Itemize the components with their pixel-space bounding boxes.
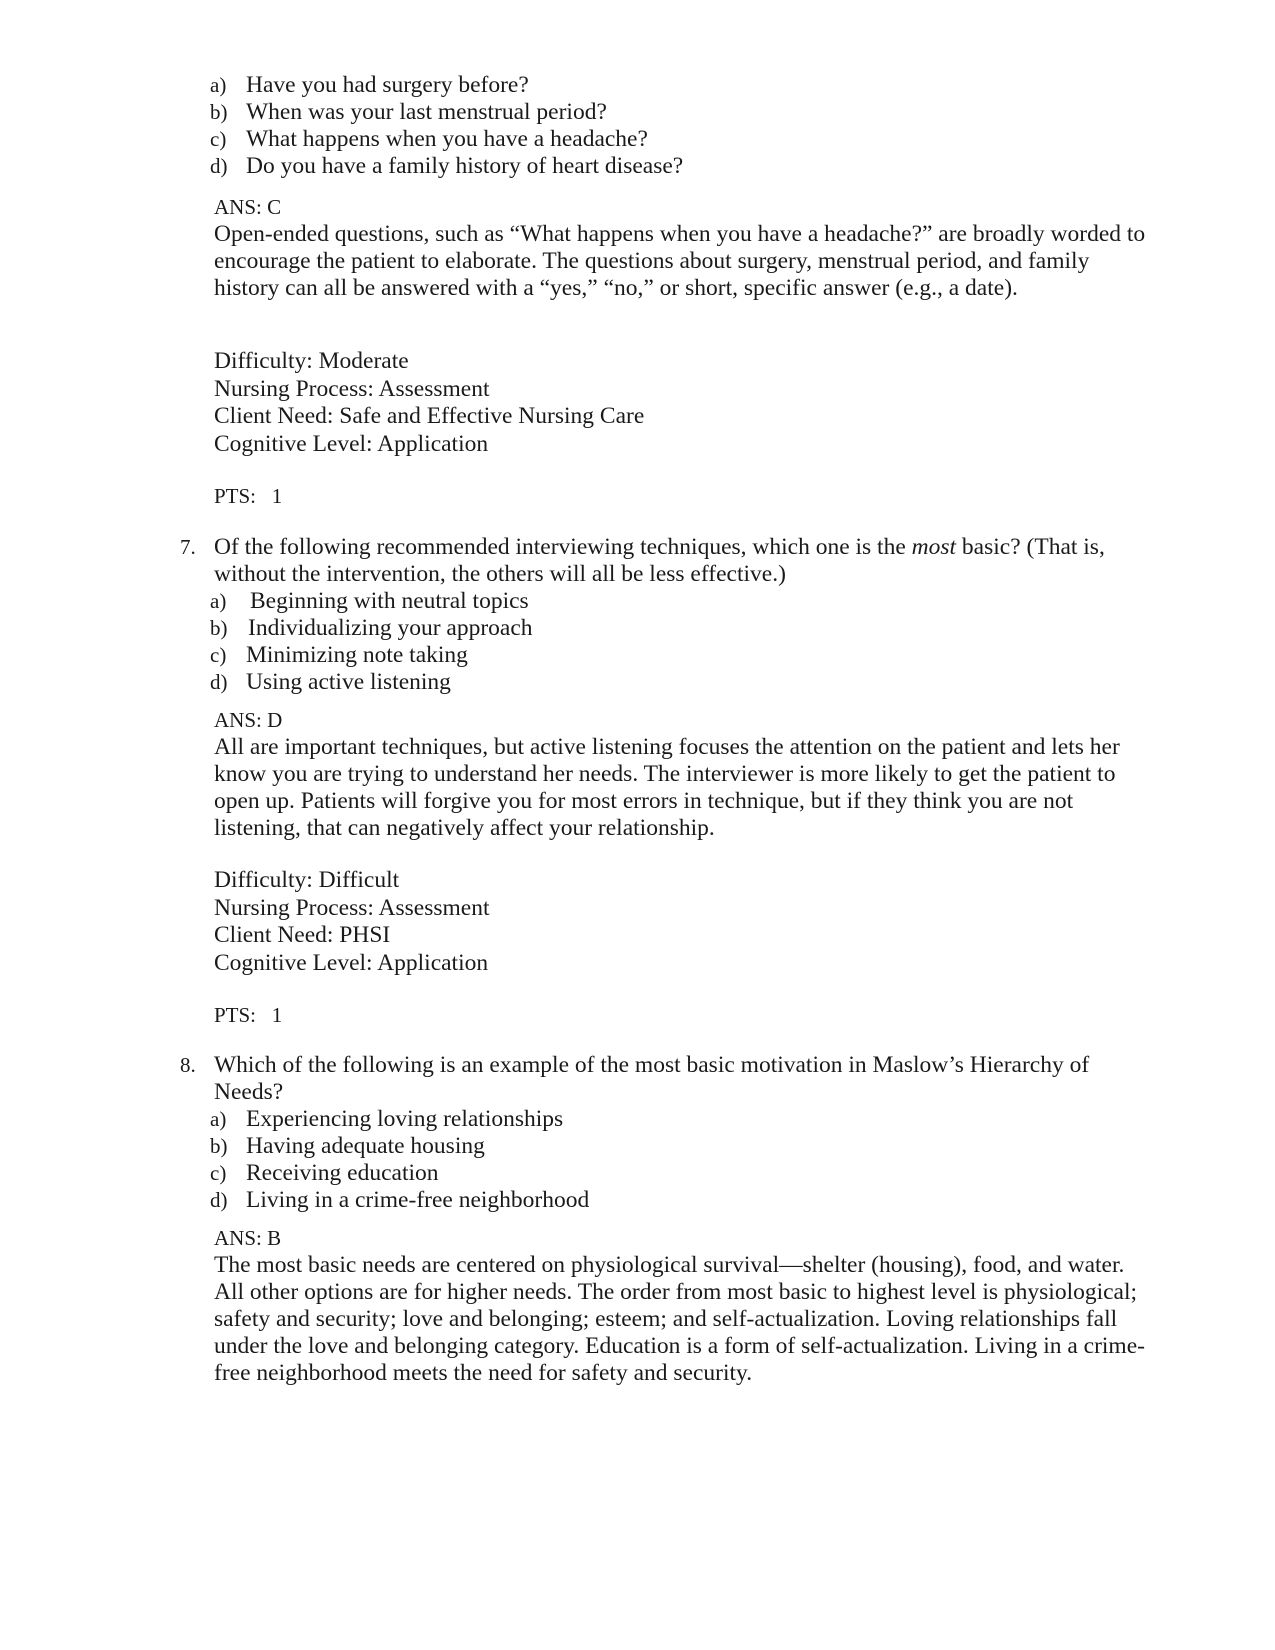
option-text: Experiencing loving relationships [246, 1106, 564, 1132]
prev-question-points [0, 483, 1275, 510]
question-stem [214, 534, 1154, 588]
option-b [0, 99, 1275, 126]
option-a [0, 1106, 1275, 1133]
option-letter: d) [210, 154, 228, 178]
option-letter: b) [210, 616, 228, 640]
option-b [0, 1133, 1275, 1160]
question-stem: Which of the following is an example of the most basic motivation in Maslow’s Hierarchy of Needs? [214, 1052, 1090, 1105]
question-number: 7. [180, 535, 196, 559]
stem-text: basic? (That is, without the intervention, the others will all be less effective.) [214, 534, 1105, 587]
option-text: What happens when you have a headache? [246, 126, 648, 152]
question-7-points [0, 1002, 1275, 1029]
prev-question-answer [0, 194, 1275, 302]
client-need-label: Client Need: PHSI [214, 922, 391, 948]
cognitive-level-label: Cognitive Level: Application [214, 430, 489, 457]
option-text: Minimizing note taking [246, 642, 468, 668]
option-a [0, 72, 1275, 99]
question-7-meta [0, 867, 1275, 977]
option-letter: c) [210, 1161, 227, 1185]
option-letter: b) [210, 1134, 228, 1158]
option-letter: b) [210, 100, 228, 124]
option-text: Having adequate housing [246, 1133, 485, 1159]
option-d [0, 1187, 1275, 1214]
option-letter: d) [210, 670, 228, 694]
option-a [0, 588, 1275, 615]
option-text: Individualizing your approach [248, 615, 533, 641]
prev-question-options [0, 72, 1275, 180]
option-d [0, 669, 1275, 696]
option-letter: d) [210, 1188, 228, 1212]
option-text: Do you have a family history of heart disease? [246, 153, 684, 179]
nursing-process-label: Nursing Process: Assessment [214, 894, 490, 921]
client-need-label: Client Need: Safe and Effective Nursing Care [214, 403, 645, 429]
option-c [0, 642, 1275, 669]
question-7-answer [0, 707, 1275, 842]
cognitive-level-label: Cognitive Level: Application [214, 949, 489, 976]
answer-key: ANS: C [214, 195, 282, 219]
option-letter: a) [210, 589, 227, 613]
option-text: Receiving education [246, 1160, 439, 1186]
answer-key: ANS: D [214, 708, 283, 732]
answer-rationale: Open-ended questions, such as “What happens when you have a headache?” are broadly worded to encourage the patient to elaborate. The questions about surgery, menstrual period, and family history can all be answered with a “yes,” “no,” or short, specific answer (e.g., a date). [214, 221, 1146, 301]
option-c [0, 126, 1275, 153]
points-label: PTS: 1 [214, 1003, 283, 1027]
points-label: PTS: 1 [214, 484, 283, 508]
option-letter: a) [210, 1107, 227, 1131]
option-letter: c) [210, 643, 227, 667]
question-number: 8. [180, 1053, 196, 1077]
answer-rationale: The most basic needs are centered on physiological survival—shelter (housing), food, and water. All other options are for higher needs. The order from most basic to highest level is physiological; safety and security; love and belonging; esteem; and self-actualization. Loving relationships fall under the love and belonging category. Education is a form of self-actualization. Living in a crime-free neighborhood meets the need for safety and security. [214, 1252, 1145, 1386]
difficulty-label: Difficulty: Moderate [214, 348, 409, 374]
question-8-answer [0, 1225, 1275, 1387]
option-text: Living in a crime-free neighborhood [246, 1187, 590, 1213]
option-b [0, 615, 1275, 642]
option-text: Beginning with neutral topics [250, 588, 529, 614]
stem-emphasis: most [911, 534, 957, 560]
nursing-process-label: Nursing Process: Assessment [214, 375, 490, 402]
question-8 [0, 1052, 1275, 1214]
stem-text: Of the following recommended interviewing techniques, which one is the [214, 534, 912, 560]
option-d [0, 153, 1275, 180]
option-letter: a) [210, 73, 227, 97]
answer-key: ANS: B [214, 1226, 282, 1250]
answer-rationale: All are important techniques, but active listening focuses the attention on the patient and lets her know you are trying to understand her needs. The interviewer is more likely to get the patient to open up. Patients will forgive you for most errors in technique, but if they think you are not listening, that can negatively affect your relationship. [214, 734, 1120, 841]
question-7 [0, 534, 1275, 696]
option-text: When was your last menstrual period? [246, 99, 607, 125]
question-stem-row [0, 534, 1275, 588]
option-letter: c) [210, 127, 227, 151]
option-text: Have you had surgery before? [246, 72, 529, 98]
prev-question-meta [0, 348, 1275, 458]
option-c [0, 1160, 1275, 1187]
question-stem-row [0, 1052, 1275, 1106]
difficulty-label: Difficulty: Difficult [214, 867, 400, 893]
option-text: Using active listening [246, 669, 451, 695]
